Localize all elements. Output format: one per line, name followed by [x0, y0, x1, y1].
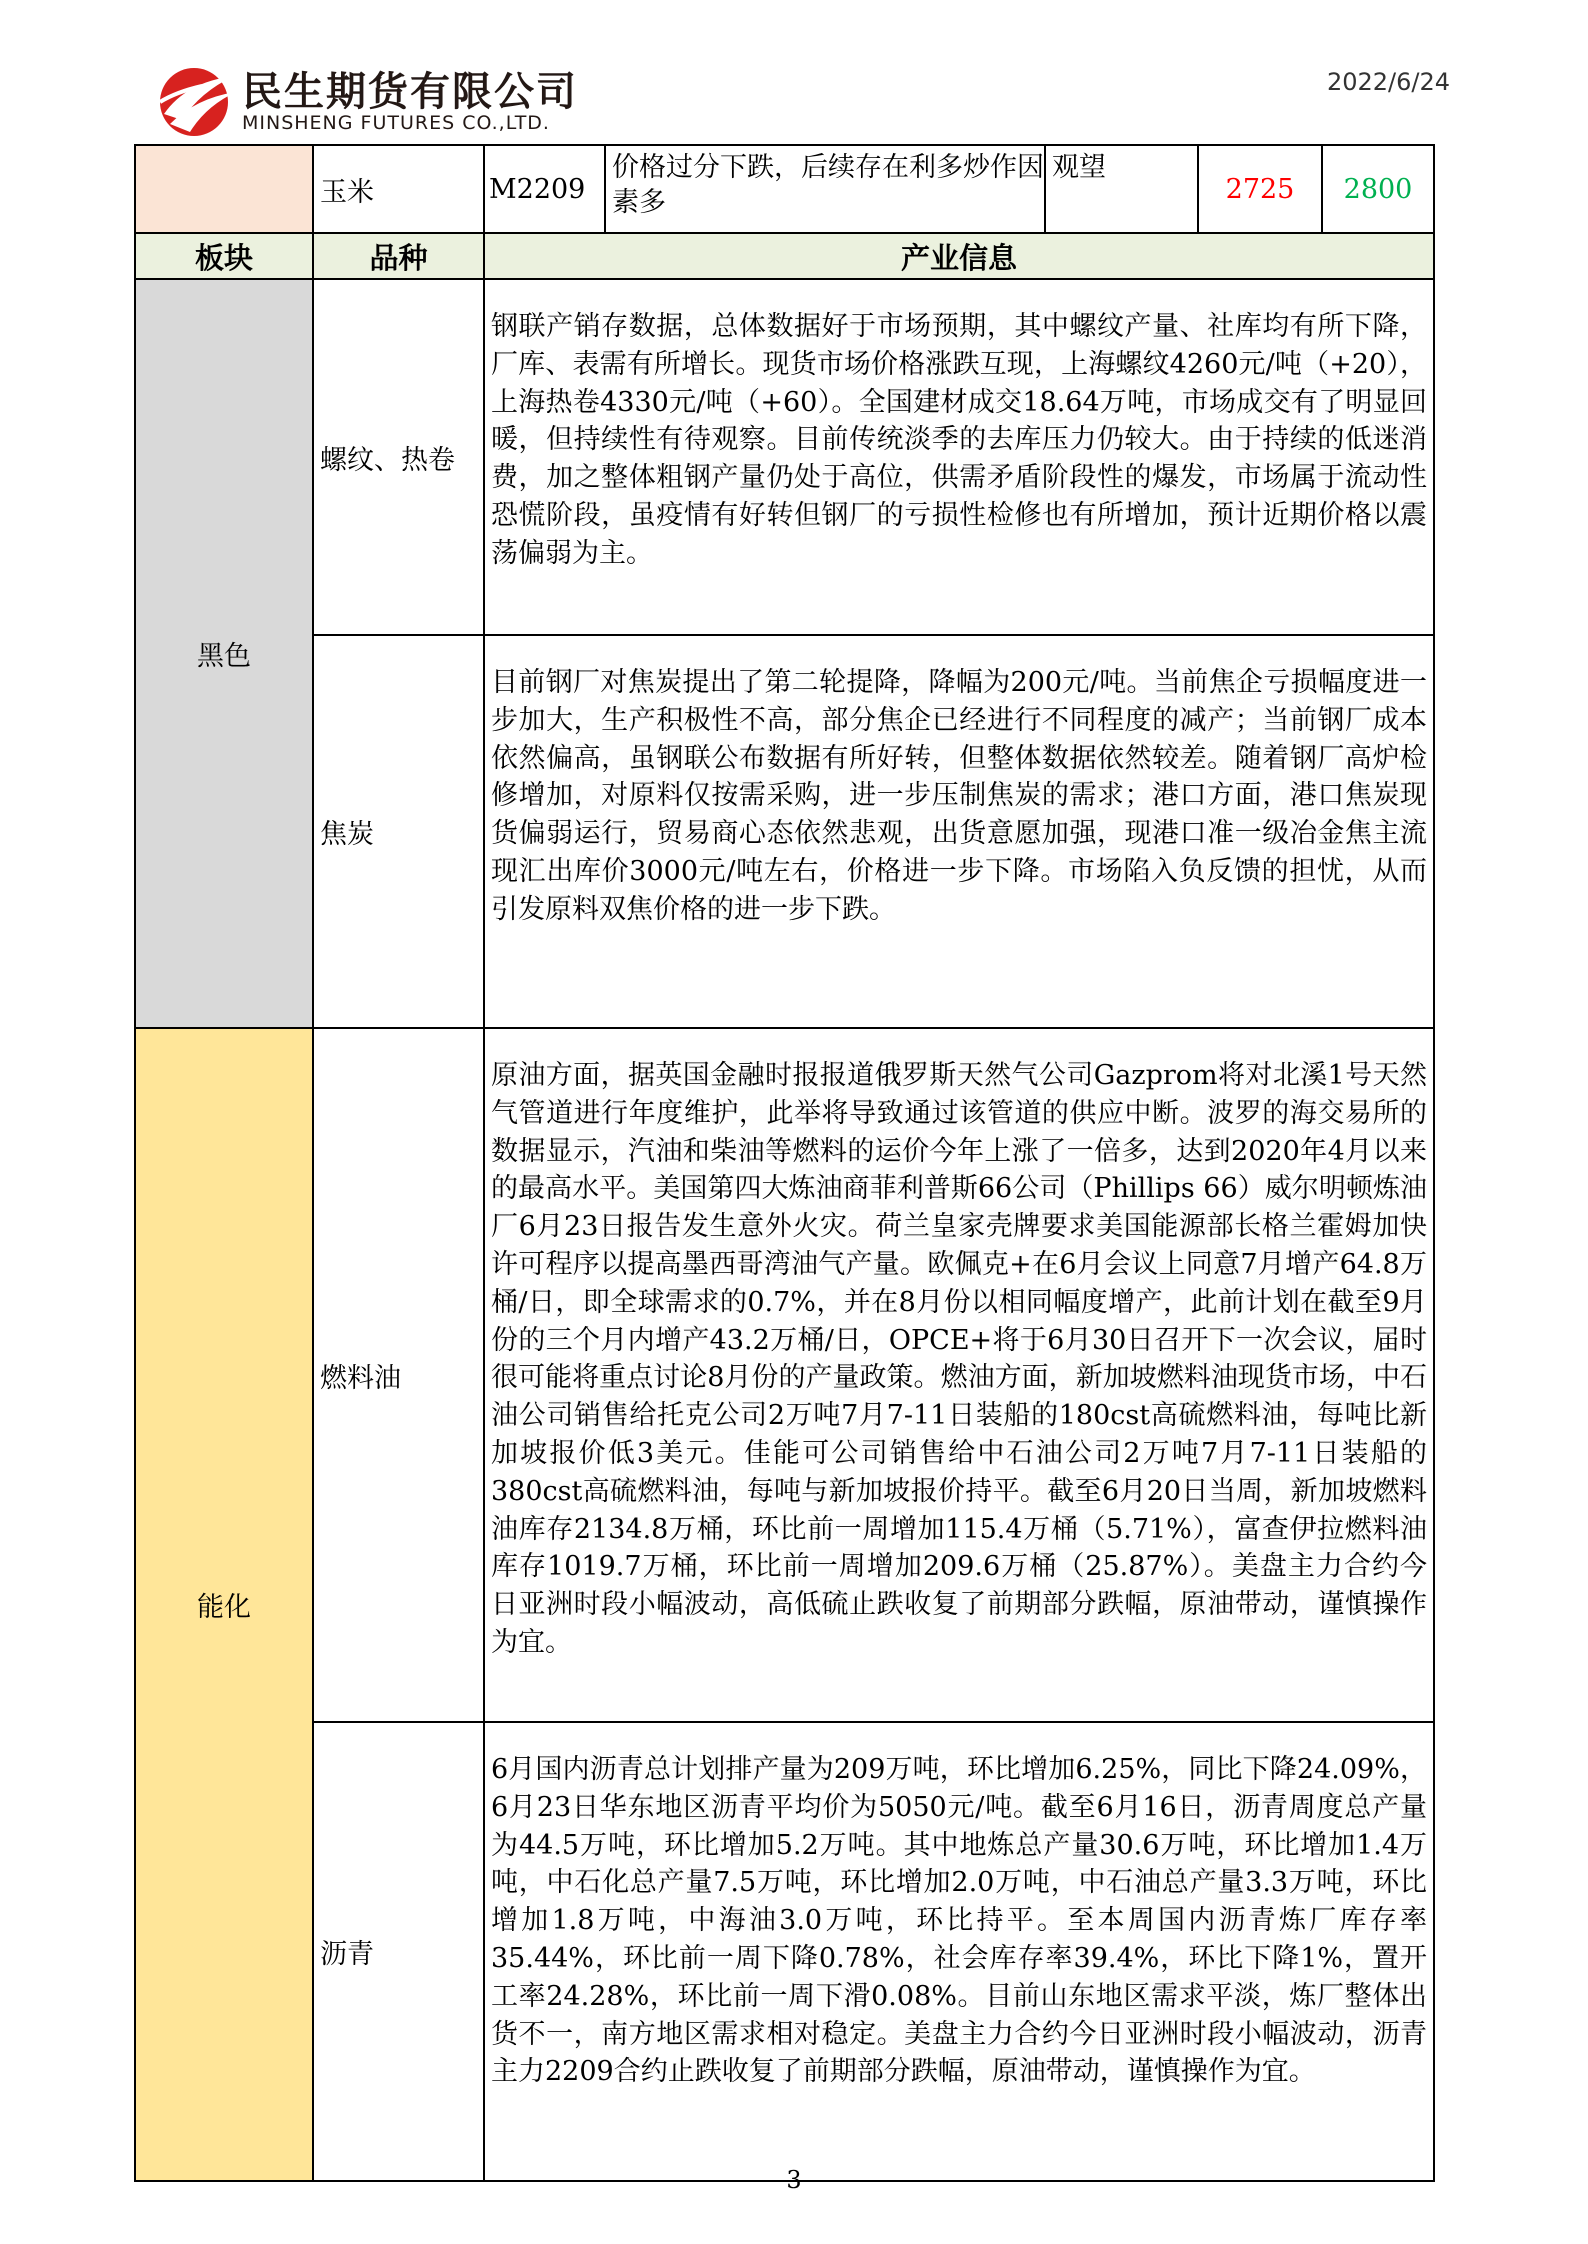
- info-cell: 目前钢厂对焦炭提出了第二轮提降，降幅为200元/吨。当前焦企亏损幅度进一步加大，生产积极性不高，部分焦企已经进行不同程度的减产；当前钢厂成本依然偏高，虽钢联公布数据有所好转，但整体数据依然较差。随着钢厂高炉检修增加，对原料仅按需采购，进一步压制焦炭的需求；港口方面，港口焦炭现货偏弱运行，贸易商心态依然悲观，出货意愿加强，现港口准一级冶金焦主流现汇出库价3000元/吨左右，价格进一步下降。市场陷入负反馈的担忧，从而引发原料双焦价格的进一步下跌。: [484, 635, 1434, 1028]
- info-cell: 原油方面，据英国金融时报报道俄罗斯天然气公司Gazprom将对北溪1号天然气管道进行年度维护，此举将导致通过该管道的供应中断。波罗的海交易所的数据显示，汽油和柴油等燃料的运价今年上涨了一倍多，达到2020年4月以来的最高水平。美国第四大炼油商菲利普斯66公司（Phillips 66）威尔明顿炼油厂6月23日报告发生意外火灾。荷兰皇家壳牌要求美国能源部长格兰霍姆加快许可程序以提高墨西哥湾油气产量。欧佩克+在6月会议上同意7月增产64.8万桶/日，即全球需求的0.7%，并在8月份以相同幅度增产，此前计划在截至9月份的三个月内增产43.2万桶/日，OPCE+将于6月30日召开下一次会议，届时很可能将重点讨论8月份的产量政策。燃油方面，新加坡燃料油现货市场，中石油公司销售给托克公司2万吨7月7-11日装船的180cst高硫燃料油，每吨比新加坡报价低3美元。佳能可公司销售给中石油公司2万吨7月7-11日装船的380cst高硫燃料油，每吨与新加坡报价持平。截至6月20日当周，新加坡燃料油库存2134.8万桶，环比前一周增加115.4万桶（5.71%），富查伊拉燃料油库存1019.7万桶，环比前一周增加209.6万桶（25.87%）。美盘主力合约今日亚洲时段小幅波动，高低硫止跌收复了前期部分跌幅，原油带动，谨慎操作为宜。: [484, 1028, 1434, 1722]
- table-row-fuel-oil: [135, 1028, 1434, 1722]
- info-cell: 6月国内沥青总计划排产量为209万吨，环比增加6.25%，同比下降24.09%，6月23日华东地区沥青平均价为5050元/吨。截至6月16日，沥青周度总产量为44.5万吨，环比增加5.2万吨。其中地炼总产量30.6万吨，环比增加1.4万吨，中石化总产量7.5万吨，环比增加2.0万吨，中石油总产量3.3万吨，环比增加1.8万吨，中海油3.0万吨，环比持平。至本周国内沥青炼厂库存率35.44%，环比前一周下降0.78%，社会库存率39.4%，环比下降1%，置开工率24.28%，环比前一周下滑0.08%。目前山东地区需求平淡，炼厂整体出货不一，南方地区需求相对稳定。美盘主力合约今日亚洲时段小幅波动，沥青主力2209合约止跌收复了前期部分跌幅，原油带动，谨慎操作为宜。: [484, 1722, 1434, 2181]
- sector-cell-black: 黑色: [135, 279, 313, 1028]
- page-number: 3: [786, 2166, 802, 2194]
- header-sector: 板块: [135, 233, 313, 279]
- table-row-asphalt: [135, 1722, 1434, 2181]
- table-row-rebar: [135, 279, 1434, 635]
- view-cell: 观望: [1045, 145, 1198, 233]
- variety-cell: 螺纹、热卷: [313, 279, 484, 635]
- company-name-cn: 民生期货有限公司: [242, 69, 578, 115]
- low-price-cell: 2725: [1198, 145, 1322, 233]
- table-row-corn: [135, 145, 1434, 233]
- variety-cell: 沥青: [313, 1722, 484, 2181]
- table-row-coke: [135, 635, 1434, 1028]
- company-name-en: MINSHENG FUTURES CO.,LTD.: [242, 112, 550, 134]
- report-date: 2022/6/24: [1326, 68, 1450, 96]
- reason-cell: 价格过分下跌，后续存在利多炒作因素多: [605, 145, 1045, 233]
- header-variety: 品种: [313, 233, 484, 279]
- company-logo: [156, 62, 626, 142]
- variety-cell: 焦炭: [313, 635, 484, 1028]
- info-cell: 钢联产销存数据，总体数据好于市场预期，其中螺纹产量、社库均有所下降，厂库、表需有所增长。现货市场价格涨跌互现，上海螺纹4260元/吨（+20），上海热卷4330元/吨（+60）。全国建材成交18.64万吨，市场成交有了明显回暖，但持续性有待观察。目前传统淡季的去库压力仍较大。由于持续的低迷消费，加之整体粗钢产量仍处于高位，供需矛盾阶段性的爆发，市场属于流动性恐慌阶段，虽疫情有好转但钢厂的亏损性检修也有所增加，预计近期价格以震荡偏弱为主。: [484, 279, 1434, 635]
- variety-cell: 玉米: [313, 145, 484, 233]
- sector-cell-empty: [135, 145, 313, 233]
- minsheng-logo-icon: [156, 62, 238, 142]
- sector-cell-energy: 能化: [135, 1028, 313, 2181]
- high-price-cell: 2800: [1322, 145, 1434, 233]
- header-info: 产业信息: [484, 233, 1434, 279]
- variety-cell: 燃料油: [313, 1028, 484, 1722]
- table-header-row: [135, 233, 1434, 279]
- contract-cell: M2209: [484, 145, 605, 233]
- industry-info-table: [134, 144, 1435, 2182]
